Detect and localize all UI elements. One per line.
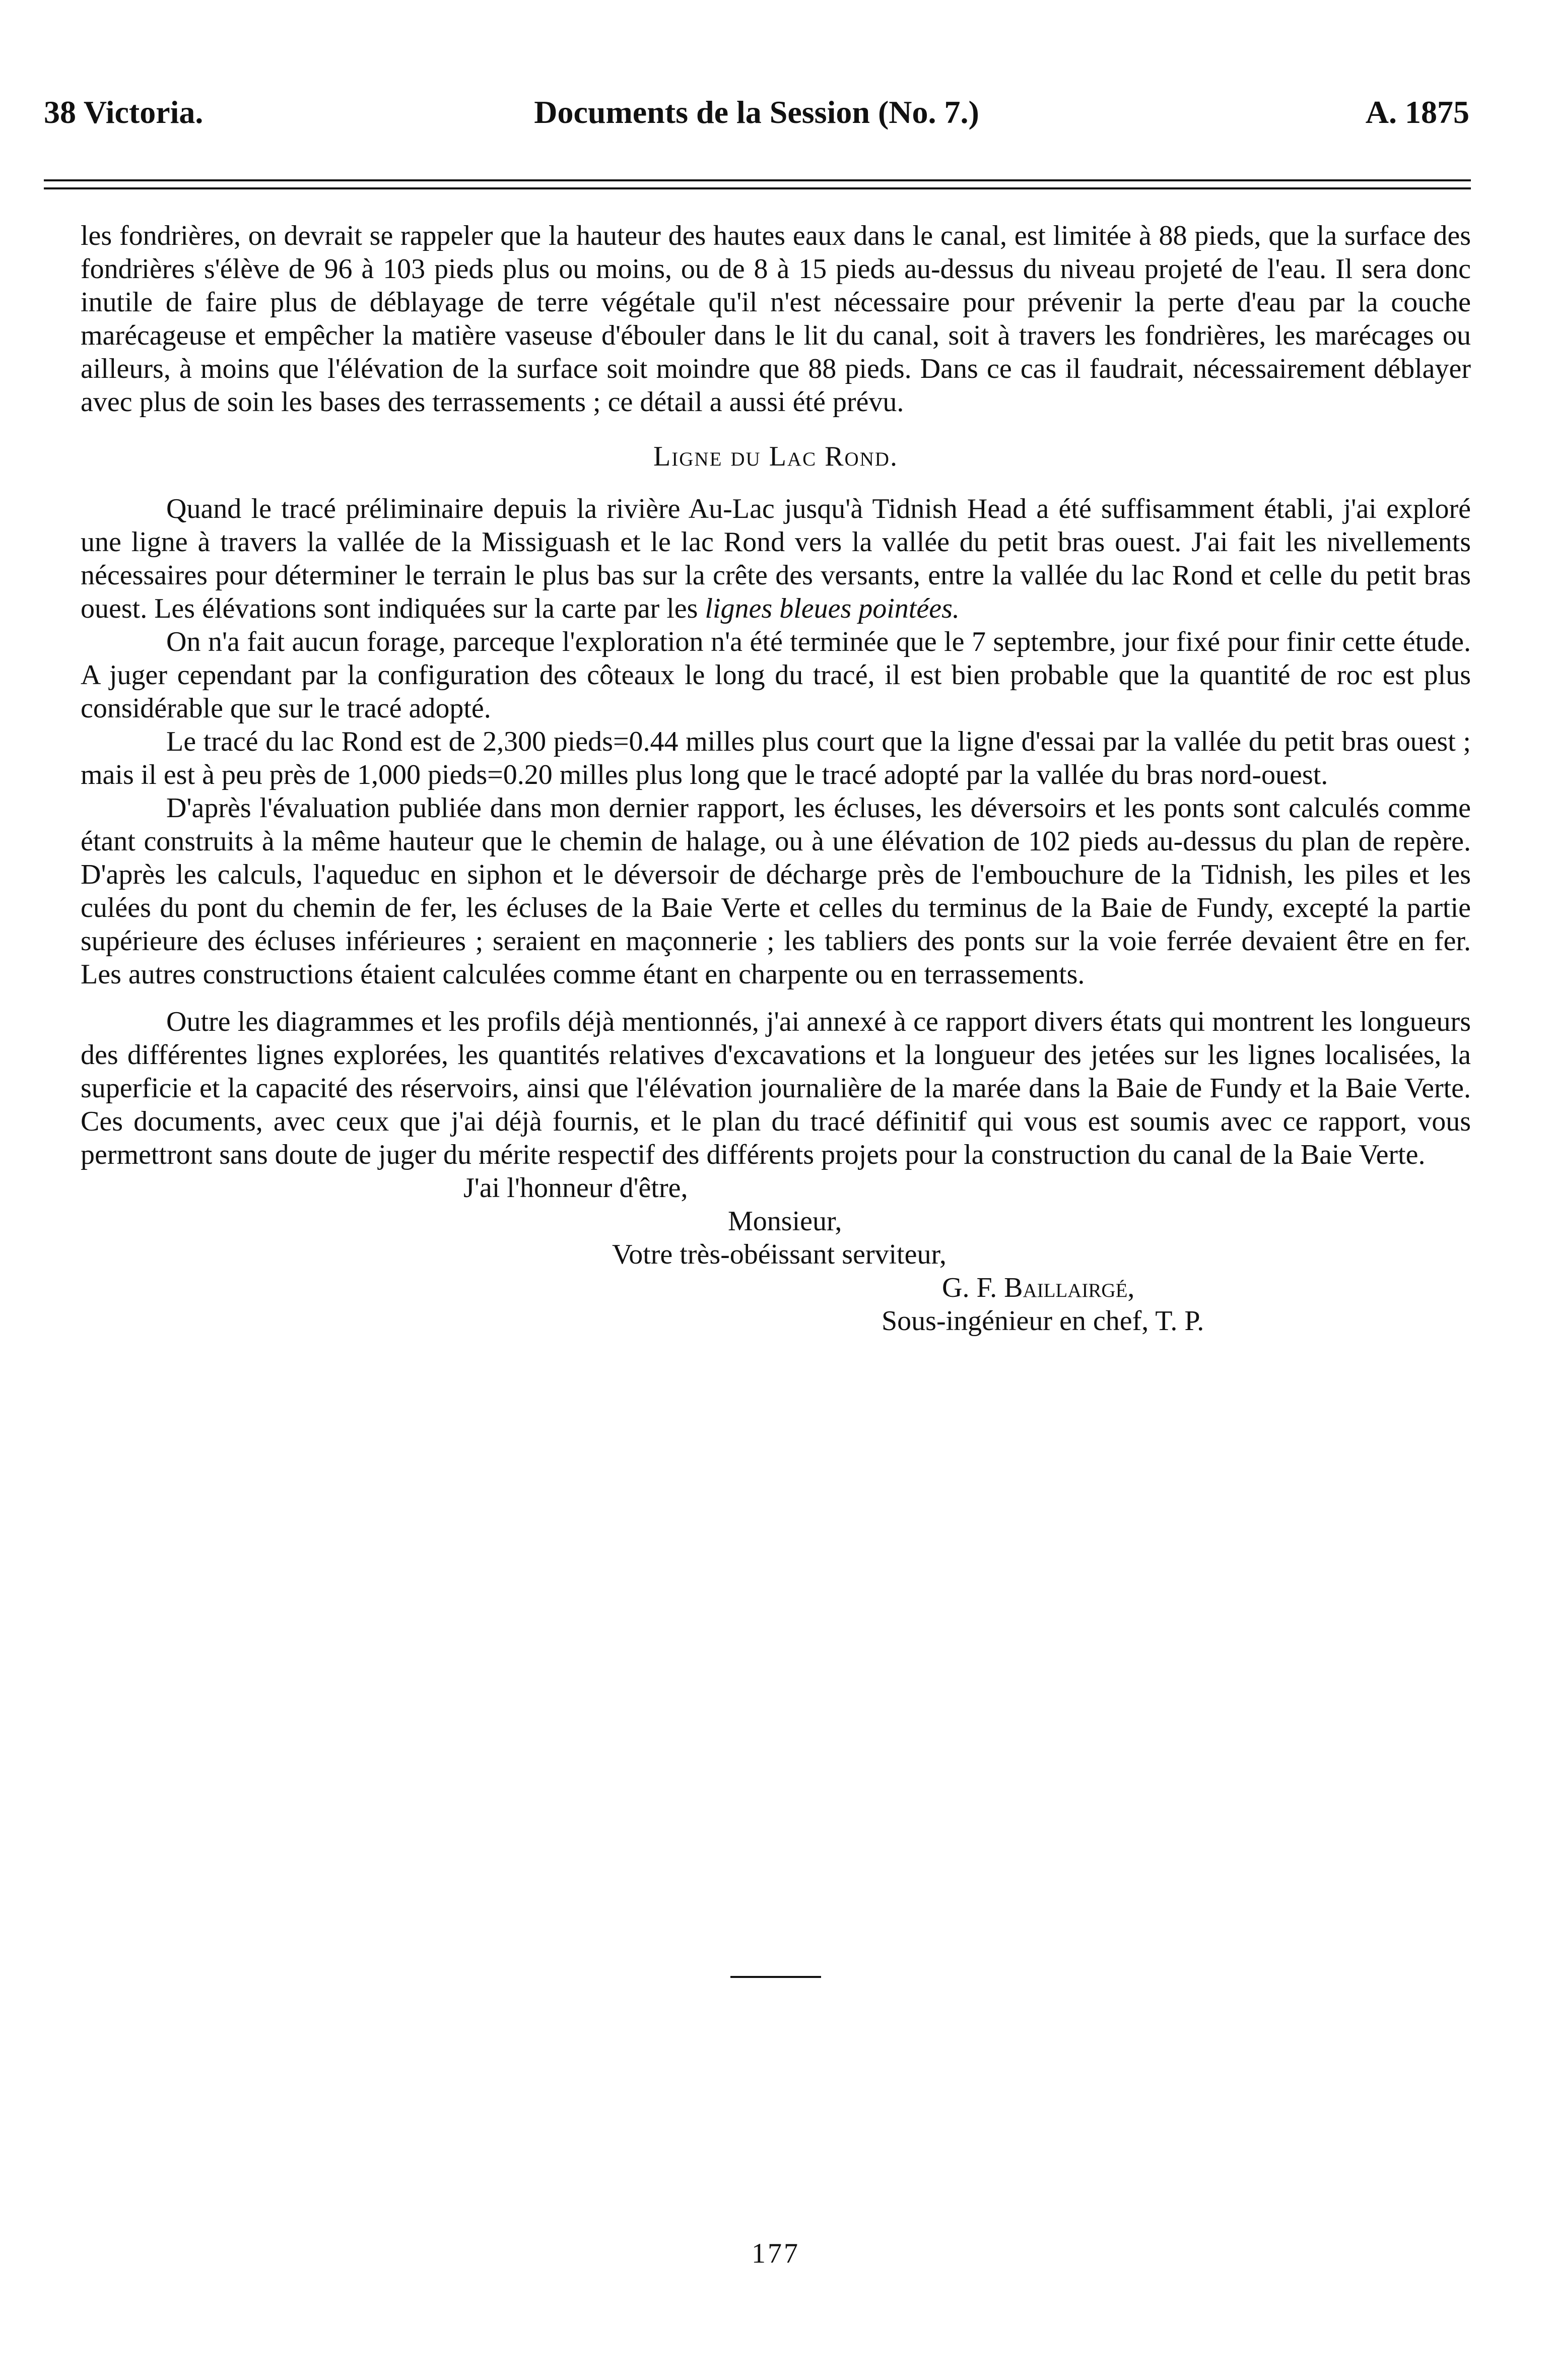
page-header bbox=[44, 90, 1469, 135]
header-rule-top bbox=[44, 179, 1471, 181]
paragraph-trace-text: Quand le tracé préliminaire depuis la rivière Au-Lac jusqu'à Tidnish Head a été suffisamment établi, j'ai exploré une ligne à travers la vallée de la Missiguash et le lac Rond vers la vallée du petit bras ouest. J'ai fait les nivellements nécessaires pour déterminer le terrain le plus bas sur la crête des versants, entre la vallée du lac Rond et celle du petit bras ouest. Les élévations sont indiquées sur la carte par les bbox=[81, 493, 1471, 624]
paragraph-trace-preliminaire bbox=[81, 492, 1471, 625]
closing-serviteur: Votre très-obéissant serviteur, bbox=[612, 1239, 947, 1270]
paragraph-evaluation: D'après l'évaluation publiée dans mon dernier rapport, les écluses, les déversoirs et les ponts sont calculés comme étant construits à la même hauteur que le chemin de halage, ou à une élévation de 102 pieds au-dessus du plan de repère. D'après les calculs, l'aqueduc en siphon et le déversoir de décharge près de l'embouchure de la Tidnish, les piles et les culées du pont du chemin de fer, les écluses de la Baie Verte et celles du terminus de la Baie de Fundy, excepté la partie supérieure des écluses inférieures ; seraient en maçonnerie ; les tabliers des ponts sur la voie ferrée devaient être en fer. Les autres constructions étaient calculées comme étant en charpente ou en terrassements. bbox=[81, 792, 1471, 990]
paragraph-trace-lac-rond: Le tracé du lac Rond est de 2,300 pieds=0.44 milles plus court que la ligne d'essai par la vallée du petit bras ouest ; mais il est à peu près de 1,000 pieds=0.20 milles plus long que le tracé adopté par la vallée du bras nord-ouest. bbox=[81, 726, 1471, 790]
paragraph-forage: On n'a fait aucun forage, parceque l'exploration n'a été terminée que le 7 septembre, jour fixé pour finir cette étude. A juger cependant par la configuration des côteaux le long du tracé, il est bien probable que la quantité de roc est plus considérable que sur le tracé adopté. bbox=[81, 626, 1471, 724]
paragraph-trace-italic: lignes bleues pointées. bbox=[705, 593, 960, 624]
paragraph-fondrieres: les fondrières, on devrait se rappeler que la hauteur des hautes eaux dans le canal, est limitée à 88 pieds, que la surface des fondrières s'élève de 96 à 103 pieds plus ou moins, ou de 8 à 15 pieds au-dessus du niveau projeté de l'eau. Il sera donc inutile de faire plus de déblayage de terre végétale qu'il n'est nécessaire pour prévenir la perte d'eau par la couche marécageuse et empêcher la matière vaseuse d'ébouler dans le lit du canal, soit à travers les fondrières, les marécages ou ailleurs, à moins que l'élévation de la surface soit moindre que 88 pieds. Dans ce cas il faudrait, nécessairement déblayer avec plus de soin les bases des terrassements ; ce détail a aussi été prévu. bbox=[81, 220, 1471, 418]
document-body bbox=[81, 219, 1471, 1338]
section-heading: Ligne du Lac Rond. bbox=[653, 441, 898, 472]
header-year: A. 1875 bbox=[1365, 94, 1469, 130]
signature-name: G. F. Baillairgé, bbox=[942, 1272, 1135, 1303]
letter-closing bbox=[81, 1171, 1471, 1338]
closing-salutation: Monsieur, bbox=[728, 1206, 842, 1237]
closing-honneur: J'ai l'honneur d'être, bbox=[463, 1172, 688, 1204]
footer-rule bbox=[730, 1976, 821, 1978]
paragraph-diagrammes: Outre les diagrammes et les profils déjà mentionnés, j'ai annexé à ce rapport divers états qui montrent les longueurs des différentes lignes explorées, les quantités relatives d'excavations et la longueur des jetées sur les lignes localisées, la superficie et la capacité des réservoirs, ainsi que l'élévation journalière de la marée dans la Baie de Fundy et la Baie Verte. Ces documents, avec ceux que j'ai déjà fournis, et le plan du tracé définitif qui vous est soumis avec ce rapport, vous permettront sans doute de juger du mérite respectif des différents projets pour la construction du canal de la Baie Verte. bbox=[81, 1006, 1471, 1170]
header-volume: 38 Victoria. bbox=[44, 94, 204, 130]
header-title: Documents de la Session (No. 7.) bbox=[534, 94, 979, 130]
header-rule-bottom bbox=[44, 187, 1471, 189]
signature-title: Sous-ingénieur en chef, T. P. bbox=[882, 1305, 1204, 1337]
page-number: 177 bbox=[752, 2238, 800, 2269]
